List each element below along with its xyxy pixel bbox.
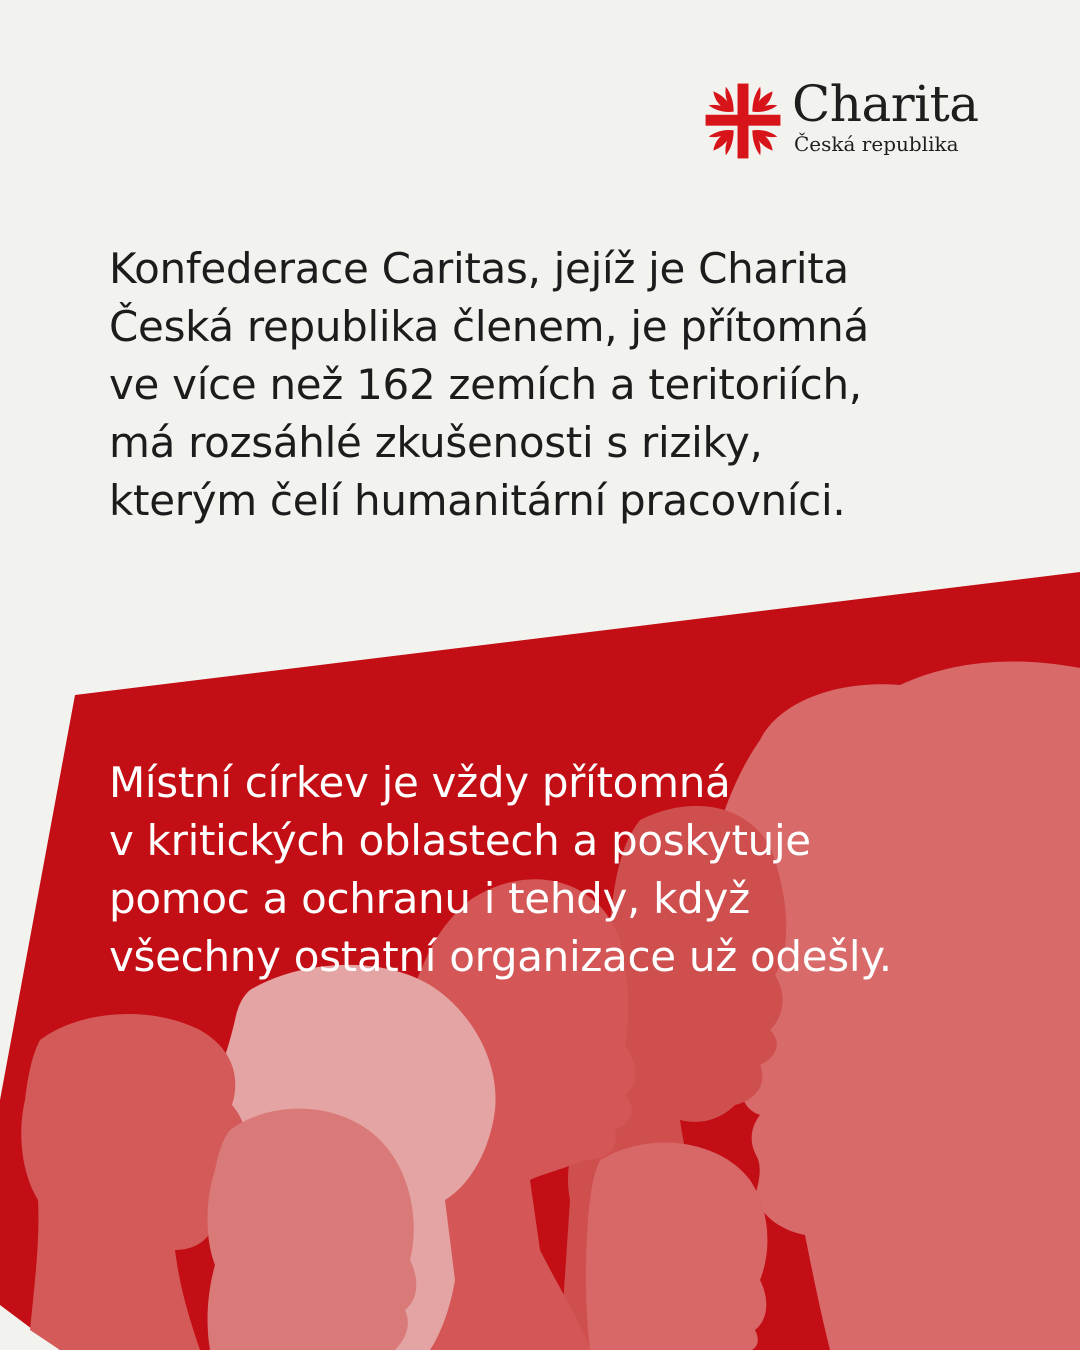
caritas-flame-cross-icon <box>704 82 782 160</box>
quote-line: v kritických oblastech a poskytuje <box>109 816 811 865</box>
intro-line: má rozsáhlé zkušenosti s riziky, <box>109 418 763 467</box>
quote-paragraph <box>109 754 1009 986</box>
intro-line: Česká republika členem, je přítomná <box>109 302 869 351</box>
intro-line: Konfederace Caritas, jejíž je Charita <box>109 244 849 293</box>
brand-subtitle: Česká republika <box>794 132 959 156</box>
quote-line: pomoc a ochranu i tehdy, když <box>109 874 750 923</box>
charita-logo <box>704 75 994 160</box>
intro-line: ve více než 162 zemích a teritoriích, <box>109 360 862 409</box>
person-silhouette-front-center <box>586 1143 767 1350</box>
brand-name: Charita <box>792 75 979 133</box>
quote-line: všechny ostatní organizace už odešly. <box>109 932 892 981</box>
intro-line: kterým čelí humanitární pracovníci. <box>109 476 846 525</box>
quote-line: Místní církev je vždy přítomná <box>109 758 731 807</box>
intro-paragraph <box>109 240 1009 530</box>
